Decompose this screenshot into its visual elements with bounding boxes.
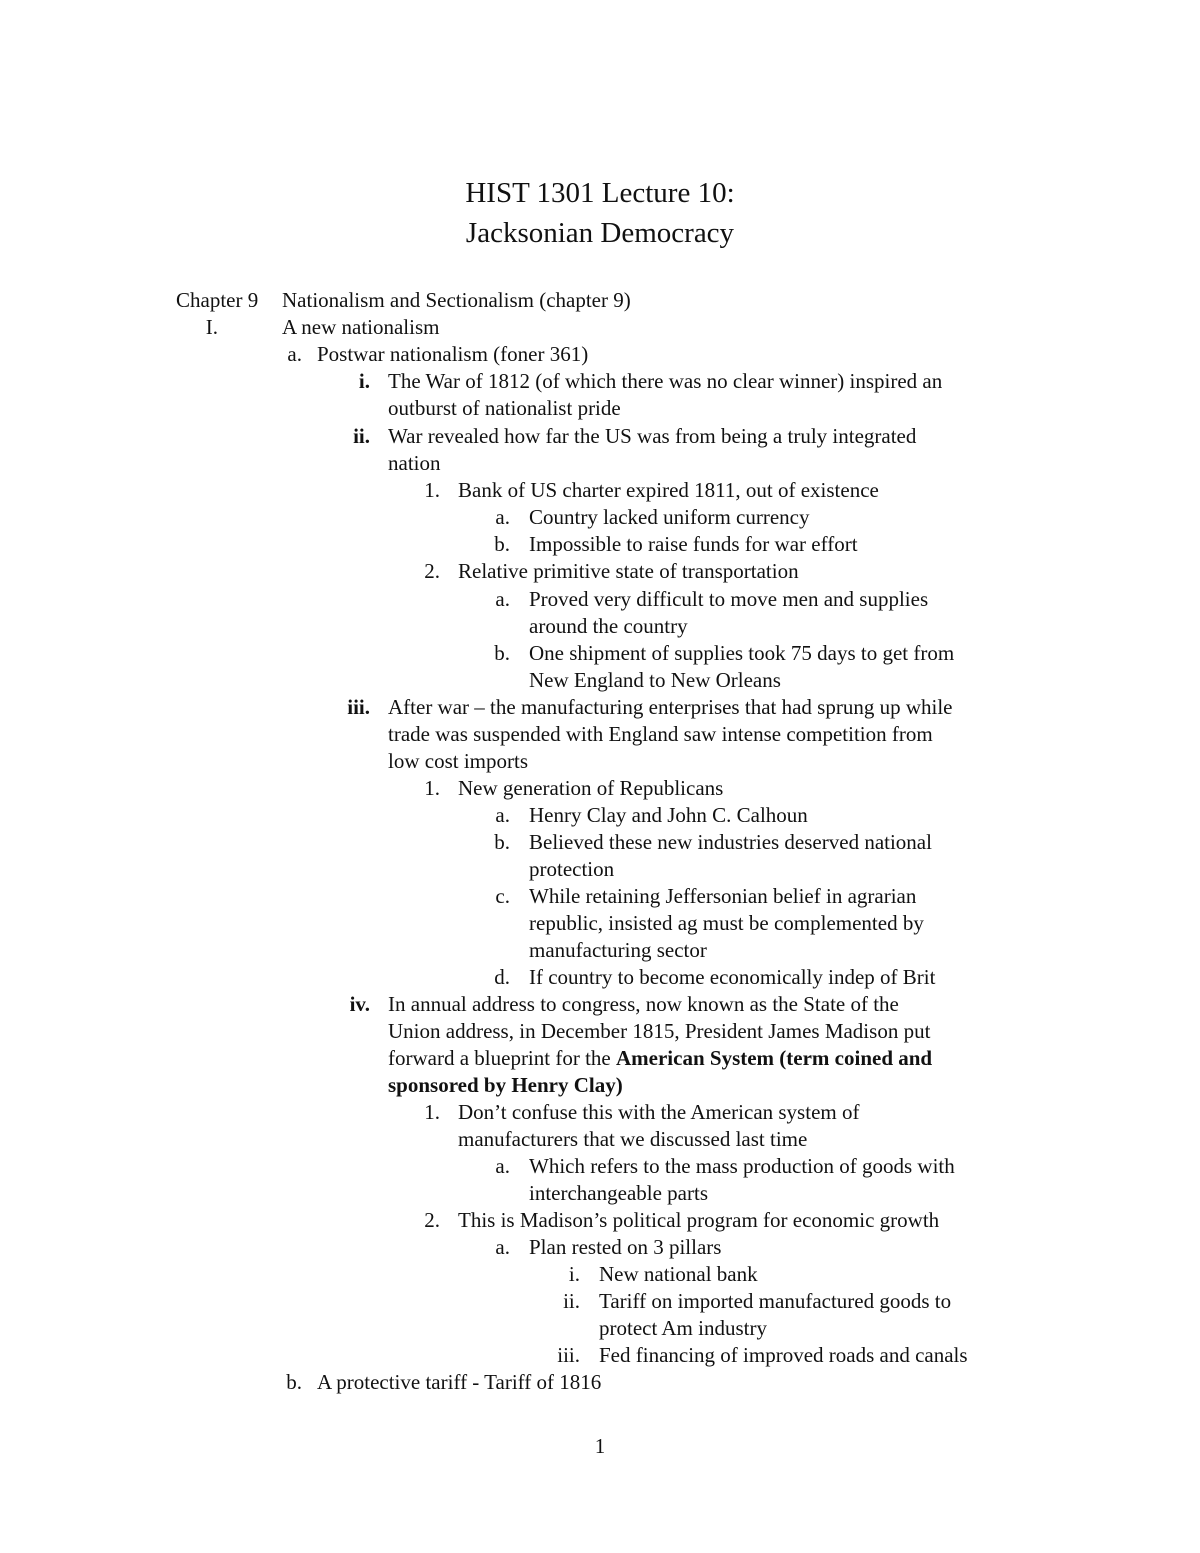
item-a-iv-line-3-plain: forward a blueprint for the: [388, 1046, 616, 1070]
section-heading: A new nationalism: [282, 315, 440, 339]
outline-marker-i: i.: [358, 369, 370, 393]
pillar-2-line-2: protect Am industry: [599, 1316, 767, 1340]
item-a-iii-line-2: trade was suspended with England saw intense competition from: [388, 722, 933, 746]
outline-marker-1: 1.: [424, 478, 440, 502]
outline-marker-a: a.: [287, 342, 302, 366]
document-title-line-2: Jacksonian Democracy: [465, 217, 735, 249]
outline-marker-b: b.: [494, 532, 510, 556]
outline-marker-b: b.: [494, 641, 510, 665]
item-a-iii-1-c-line-3: manufacturing sector: [529, 938, 707, 962]
item-a: Postwar nationalism (foner 361): [317, 342, 589, 366]
outline-marker-iii: iii.: [347, 695, 370, 719]
item-a-iii-1-b-line-2: protection: [529, 857, 615, 881]
item-a-iv-1-line-1: Don’t confuse this with the American system of: [458, 1100, 860, 1124]
outline-marker-2: 2.: [424, 559, 440, 583]
item-a-iii-1-c-line-1: While retaining Jeffersonian belief in agrarian: [529, 884, 917, 908]
outline-marker-1: 1.: [424, 1100, 440, 1124]
outline-marker-a: a.: [495, 803, 510, 827]
outline-marker-ii: ii.: [563, 1289, 580, 1313]
item-a-ii-2: Relative primitive state of transportation: [458, 559, 799, 583]
item-b: A protective tariff - Tariff of 1816: [317, 1370, 602, 1394]
pillar-1: New national bank: [599, 1262, 758, 1286]
item-a-iv-line-2: Union address, in December 1815, President James Madison put: [388, 1019, 931, 1043]
outline-marker-iii: iii.: [557, 1343, 580, 1367]
outline-marker-a: a.: [495, 505, 510, 529]
outline-marker-a: a.: [495, 1235, 510, 1259]
item-a-ii-2-a-line-1: Proved very difficult to move men and supplies: [529, 587, 929, 611]
item-a-iv-1-a-line-1: Which refers to the mass production of goods with: [529, 1154, 955, 1178]
outline-marker-2: 2.: [424, 1208, 440, 1232]
item-a-ii-line-2: nation: [388, 451, 441, 475]
outline-marker-d: d.: [494, 965, 510, 989]
outline-marker-1: 1.: [424, 776, 440, 800]
outline-marker-iv: iv.: [349, 992, 370, 1016]
outline-marker-I: I.: [205, 315, 218, 339]
item-a-ii-2-b-line-1: One shipment of supplies took 75 days to get from: [529, 641, 955, 665]
item-a-iv-2: This is Madison’s political program for economic growth: [458, 1208, 940, 1232]
item-a-iii-1: New generation of Republicans: [458, 776, 724, 800]
item-a-iv-line-3: [388, 1045, 932, 1072]
item-a-ii-1: Bank of US charter expired 1811, out of existence: [458, 478, 879, 502]
item-a-iii-1-c-line-2: republic, insisted ag must be complemented by: [529, 911, 924, 935]
item-a-iv-1-a-line-2: interchangeable parts: [529, 1181, 708, 1205]
outline-marker-i: i.: [568, 1262, 580, 1286]
outline-marker-a: a.: [495, 1154, 510, 1178]
item-a-i-line-1: The War of 1812 (of which there was no clear winner) inspired an: [388, 369, 943, 393]
item-a-ii-2-b-line-2: New England to New Orleans: [529, 668, 781, 692]
item-a-iv-1-line-2: manufacturers that we discussed last time: [458, 1127, 808, 1151]
document-title-line-1: HIST 1301 Lecture 10:: [465, 177, 735, 209]
item-a-ii-line-1: War revealed how far the US was from being a truly integrated: [388, 424, 917, 448]
outline-marker-b: b.: [494, 830, 510, 854]
item-a-ii-1-b: Impossible to raise funds for war effort: [529, 532, 858, 556]
outline-marker-a: a.: [495, 587, 510, 611]
page-number: 1: [594, 1434, 606, 1458]
item-a-iii-1-d: If country to become economically indep of Brit: [529, 965, 936, 989]
pillar-3: Fed financing of improved roads and canals: [599, 1343, 968, 1367]
outline-marker-c: c.: [495, 884, 510, 908]
outline-marker-b: b.: [286, 1370, 302, 1394]
chapter-heading: Nationalism and Sectionalism (chapter 9): [282, 288, 631, 312]
item-a-i-line-2: outburst of nationalist pride: [388, 396, 621, 420]
item-a-ii-1-a: Country lacked uniform currency: [529, 505, 810, 529]
outline-marker-ii: ii.: [353, 424, 370, 448]
american-system-term: American System (term coined and: [616, 1046, 933, 1070]
chapter-label: Chapter 9: [176, 288, 259, 312]
item-a-iii-line-1: After war – the manufacturing enterprises that had sprung up while: [388, 695, 953, 719]
item-a-iv-line-4: sponsored by Henry Clay): [388, 1073, 623, 1097]
item-a-iii-1-b-line-1: Believed these new industries deserved national: [529, 830, 932, 854]
item-a-ii-2-a-line-2: around the country: [529, 614, 688, 638]
item-a-iii-line-3: low cost imports: [388, 749, 528, 773]
item-a-iv-line-1: In annual address to congress, now known as the State of the: [388, 992, 899, 1016]
pillar-2-line-1: Tariff on imported manufactured goods to: [599, 1289, 952, 1313]
item-a-iii-1-a: Henry Clay and John C. Calhoun: [529, 803, 808, 827]
item-a-iv-2-a: Plan rested on 3 pillars: [529, 1235, 722, 1259]
